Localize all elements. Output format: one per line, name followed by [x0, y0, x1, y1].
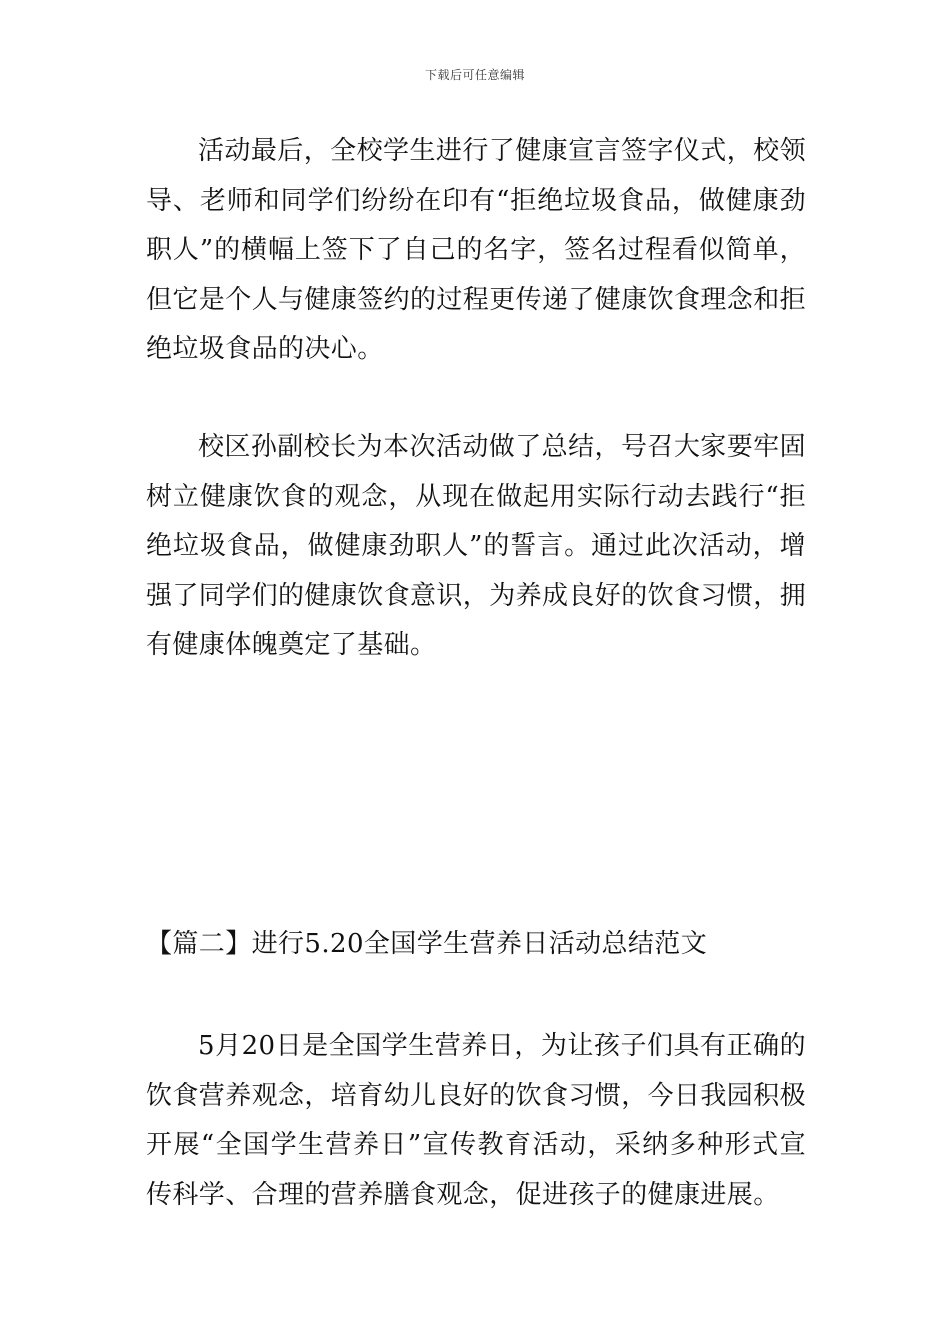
paragraph-activity-summary: 校区孙副校长为本次活动做了总结，号召大家要牢固树立健康饮食的观念，从现在做起用实际行动去践行“拒绝垃圾食品，做健康劲职人”的誓言。通过此次活动，增强了同学们的健康饮食意识，为养成良好的饮食习惯，拥有健康体魄奠定了基础。: [146, 432, 807, 660]
page-header-note: 下载后可任意编辑: [424, 68, 525, 82]
paragraph-signing-ceremony: 活动最后，全校学生进行了健康宣言签字仪式，校领导、老师和同学们纷纷在印有“拒绝垃圾食品，做健康劲职人”的横幅上签下了自己的名字，签名过程看似简单，但它是个人与健康签约的过程更传递了健康饮食理念和拒绝垃圾食品的决心。: [146, 136, 807, 364]
section-title: 【篇二】进行5.20全国学生营养日活动总结范文: [146, 929, 708, 959]
paragraph-nutrition-day: 5月20日是全国学生营养日，为让孩子们具有正确的饮食营养观念，培育幼儿良好的饮食习惯，今日我园积极开展“全国学生营养日”宣传教育活动，采纳多种形式宣传科学、合理的营养膳食观念，促进孩子的健康进展。: [146, 1031, 807, 1210]
